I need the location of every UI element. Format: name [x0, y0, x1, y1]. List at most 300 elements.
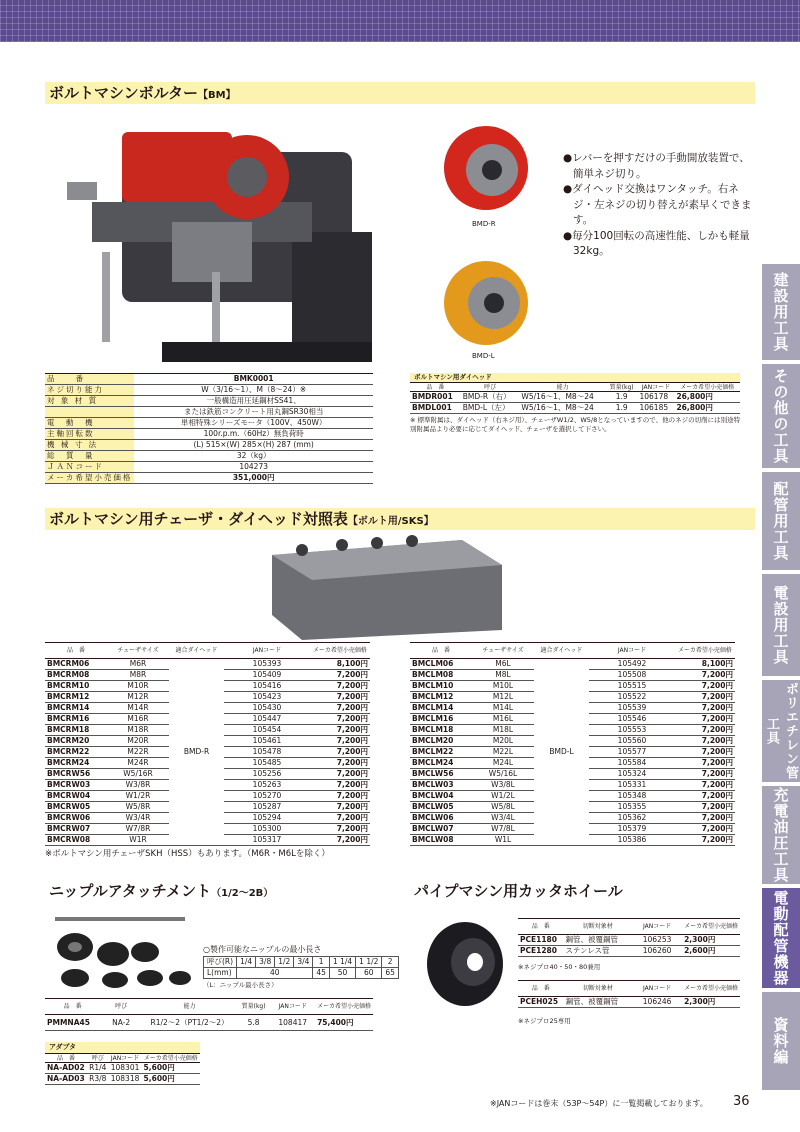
table-cell: BMCRM16: [45, 714, 107, 725]
die-head-table: [410, 382, 740, 414]
adapter-table: [45, 1053, 200, 1085]
sidetab-polyethylene-tools[interactable]: ポリエチレン管工具: [764, 682, 798, 780]
table-cell: 106185: [637, 403, 674, 414]
spec-row: [45, 462, 373, 473]
min-length-note: （L：ニップル最小長さ）: [203, 981, 278, 989]
die-head-r-label: BMD-R: [472, 220, 496, 228]
table-cell: 7,200円: [675, 758, 735, 769]
table-cell: BMCRM20: [45, 736, 107, 747]
table-cell: BMCRM10: [45, 681, 107, 692]
col-header: 品 番: [410, 643, 472, 659]
table-cell: W5/8L: [472, 802, 534, 813]
table-cell: BMCLM10: [410, 681, 472, 692]
col-header: 呼び: [87, 1054, 109, 1063]
table-cell: 7,200円: [675, 780, 735, 791]
table-cell: BMD-L（左）: [461, 403, 520, 414]
feature-bullet: ●レバーを押すだけの手動開放装置で、簡単ネジ切り。: [563, 152, 750, 180]
table-cell: 7,200円: [675, 791, 735, 802]
table-cell: [45, 407, 134, 418]
footer-note: ※JANコードは巻末（53P〜54P）に一覧掲載しております。: [490, 1099, 708, 1108]
table-cell: M16L: [472, 714, 534, 725]
table-cell: M18R: [107, 725, 169, 736]
table-cell: 108301: [109, 1063, 142, 1074]
spec-row: [45, 440, 373, 451]
table-cell: 呼び(R): [204, 957, 237, 968]
table-cell: 105386: [589, 835, 675, 846]
col-header: 呼び: [100, 999, 142, 1015]
sidetab-cordless-hydraulic[interactable]: 充電油圧工具: [762, 786, 800, 884]
table-cell: W1R: [107, 835, 169, 846]
table-cell: 7,200円: [310, 681, 370, 692]
table-cell: 108417: [270, 1015, 315, 1031]
sidetab-other-tools[interactable]: その他の工具: [762, 364, 800, 468]
table-cell: M12L: [472, 692, 534, 703]
table-cell: 105317: [224, 835, 310, 846]
table-cell: W3/4R: [107, 813, 169, 824]
table-cell: 106260: [632, 946, 682, 957]
table-cell: W5/16L: [472, 769, 534, 780]
min-length-title: ○製作可能なニップルの最小長さ: [203, 945, 322, 954]
col-header: 品 番: [518, 981, 564, 997]
table-cell: 1 1/2: [356, 957, 382, 968]
sidetab-construction-tools[interactable]: 建設用工具: [762, 264, 800, 360]
table-cell: BMCRM18: [45, 725, 107, 736]
table-cell: ネジ切り能力: [45, 385, 134, 396]
table-cell: 電 動 機: [45, 418, 134, 429]
table-cell: R1/2〜2（PT1/2〜2）: [142, 1015, 237, 1031]
chaser-note: ※ボルトマシン用チェーザSKH（HSS）もあります。（M6R・M6Lを除く）: [45, 849, 330, 859]
table-cell: 105478: [224, 747, 310, 758]
cutter-table-2: [518, 980, 740, 1008]
col-header: 品 番: [45, 643, 107, 659]
table-cell: M24R: [107, 758, 169, 769]
table-cell: 105416: [224, 681, 310, 692]
table-cell: 7,200円: [310, 780, 370, 791]
table-cell: W7/8R: [107, 824, 169, 835]
table-cell: 105546: [589, 714, 675, 725]
sidetab-reference[interactable]: 資料編: [762, 992, 800, 1090]
table-cell: M22R: [107, 747, 169, 758]
table-cell: 7,200円: [675, 802, 735, 813]
table-cell: M24L: [472, 758, 534, 769]
table-row: [518, 997, 740, 1008]
table-cell: BMCRM08: [45, 670, 107, 681]
table-cell: M8L: [472, 670, 534, 681]
table-cell: W5/16〜1、M8〜24: [519, 403, 605, 414]
table-cell: BMCLM24: [410, 758, 472, 769]
table-cell: BMCLW04: [410, 791, 472, 802]
table-cell: 8,100円: [675, 659, 735, 670]
table-cell: 7,200円: [310, 736, 370, 747]
spec-row: [45, 473, 373, 484]
cutter-wheel-photo: [415, 912, 513, 1012]
table-cell: 105348: [589, 791, 675, 802]
table-cell: 2,300円: [682, 935, 740, 946]
table-cell: 105379: [589, 824, 675, 835]
table-cell: BMCLW03: [410, 780, 472, 791]
table-cell: 主軸回転数: [45, 429, 134, 440]
spec-row: [45, 374, 373, 385]
col-header: メーカ希望小売価格: [142, 1054, 200, 1063]
table-cell: BMCLW56: [410, 769, 472, 780]
table-cell: 7,200円: [675, 736, 735, 747]
col-header: メーカ希望小売価格: [310, 643, 370, 659]
table-cell: 7,200円: [310, 791, 370, 802]
table-cell: 対 象 材 質: [45, 396, 134, 407]
table-cell: W5/16R: [107, 769, 169, 780]
table-row: [410, 392, 740, 403]
table-cell: 5,600円: [142, 1074, 200, 1085]
col-header: メーカ希望小売価格: [675, 643, 735, 659]
table-cell: NA-AD02: [45, 1063, 87, 1074]
table-cell: 7,200円: [675, 692, 735, 703]
table-cell: 106246: [632, 997, 682, 1008]
table-cell: 40: [237, 968, 313, 979]
table-cell: W3/8L: [472, 780, 534, 791]
col-header: 質量(kg): [237, 999, 270, 1015]
table-cell: M18L: [472, 725, 534, 736]
table-cell: 105508: [589, 670, 675, 681]
col-header: チェーザサイズ: [472, 643, 534, 659]
table-cell: 105553: [589, 725, 675, 736]
table-cell: BMCLM06: [410, 659, 472, 670]
table-cell: W1L: [472, 835, 534, 846]
col-header: メーカ希望小売価格: [315, 999, 373, 1015]
sidetab-electrical-tools[interactable]: 電設用工具: [762, 574, 800, 676]
table-cell: M8R: [107, 670, 169, 681]
table-cell: 105485: [224, 758, 310, 769]
table-row: [410, 659, 735, 670]
spec-row: [45, 407, 373, 418]
table-cell: BMCLM20: [410, 736, 472, 747]
table-cell: BMCRW06: [45, 813, 107, 824]
table-cell: PCE1280: [518, 946, 563, 957]
table-cell: W1/2L: [472, 791, 534, 802]
table-cell: BMD-L: [534, 659, 589, 846]
table-cell: M10R: [107, 681, 169, 692]
die-head-table-title: ボルトマシン用ダイヘッド: [410, 373, 740, 382]
feature-bullet: ●ダイヘッド交換はワンタッチ。右ネジ・左ネジの切り替えが素早くできます。: [563, 183, 752, 226]
table-cell: 105263: [224, 780, 310, 791]
cutter-note-1: ※ネジプロ40・50・80兼用: [518, 963, 601, 971]
table-cell: 7,200円: [310, 725, 370, 736]
section-title-cutter: パイプマシン用カッタホイール: [414, 882, 623, 900]
table-cell: BMK0001: [134, 374, 373, 385]
table-cell: BMCRM12: [45, 692, 107, 703]
col-header: 適合ダイヘッド: [169, 643, 224, 659]
table-cell: 105393: [224, 659, 310, 670]
feature-bullets: [563, 151, 761, 260]
table-cell: 7,200円: [675, 769, 735, 780]
table-cell: 105522: [589, 692, 675, 703]
table-cell: 1.9: [606, 403, 638, 414]
table-cell: 7,200円: [310, 824, 370, 835]
table-cell: 105560: [589, 736, 675, 747]
table-cell: 75,400円: [315, 1015, 373, 1031]
table-cell: 105492: [589, 659, 675, 670]
table-cell: R3/8: [87, 1074, 109, 1085]
table-cell: 108318: [109, 1074, 142, 1085]
adapter-title: アダプタ: [45, 1042, 200, 1053]
table-cell: PCE1180: [518, 935, 563, 946]
table-cell: 7,200円: [675, 835, 735, 846]
table-cell: W7/8L: [472, 824, 534, 835]
table-cell: M6L: [472, 659, 534, 670]
col-header: 品 番: [410, 383, 461, 392]
spec-row: [45, 396, 373, 407]
spec-row: [45, 429, 373, 440]
table-cell: 26,800円: [674, 403, 740, 414]
col-header: JANコード: [632, 919, 682, 935]
col-header: JANコード: [224, 643, 310, 659]
table-cell: L(mm): [204, 968, 237, 979]
table-cell: NA-2: [100, 1015, 142, 1031]
table-cell: BMD-R（右）: [461, 392, 520, 403]
col-header: メーカ希望小売価格: [682, 919, 740, 935]
table-cell: BMCLW05: [410, 802, 472, 813]
table-cell: 7,200円: [675, 714, 735, 725]
table-cell: BMCRW05: [45, 802, 107, 813]
table-row: [518, 946, 740, 957]
table-cell: 7,200円: [310, 802, 370, 813]
die-head-r-photo: [440, 120, 532, 215]
spec-row: [45, 418, 373, 429]
table-cell: ステンレス管: [563, 946, 632, 957]
table-row: [45, 1074, 200, 1085]
table-cell: M22L: [472, 747, 534, 758]
spec-table: [45, 373, 373, 484]
section-title-bolter: ボルトマシンボルター【BM】: [45, 82, 755, 104]
table-cell: 105577: [589, 747, 675, 758]
table-cell: PCEH025: [518, 997, 564, 1008]
table-cell: 3/4: [294, 957, 313, 968]
table-cell: BMDR001: [410, 392, 461, 403]
table-cell: 50: [329, 968, 355, 979]
table-cell: BMCLM08: [410, 670, 472, 681]
table-cell: 105362: [589, 813, 675, 824]
table-cell: 1/4: [237, 957, 256, 968]
table-cell: BMCLM14: [410, 703, 472, 714]
page-number: 36: [733, 1094, 750, 1109]
col-header: 品 番: [518, 919, 563, 935]
table-cell: 105270: [224, 791, 310, 802]
table-cell: M10L: [472, 681, 534, 692]
table-cell: M14R: [107, 703, 169, 714]
table-cell: 鋼管、被覆鋼管: [564, 997, 633, 1008]
table-cell: 351,000円: [134, 473, 373, 484]
table-cell: 2: [382, 957, 399, 968]
table-cell: 7,200円: [310, 747, 370, 758]
table-cell: 7,200円: [310, 813, 370, 824]
table-cell: 7,200円: [310, 769, 370, 780]
table-cell: 105256: [224, 769, 310, 780]
table-cell: 65: [382, 968, 399, 979]
table-cell: 7,200円: [310, 692, 370, 703]
table-cell: 104273: [134, 462, 373, 473]
table-cell: 105355: [589, 802, 675, 813]
feature-bullet: ●毎分100回転の高速性能、しかも軽量 32kg。: [563, 229, 761, 257]
table-cell: 2,300円: [682, 997, 740, 1008]
table-cell: 2,600円: [682, 946, 740, 957]
table-cell: 7,200円: [675, 813, 735, 824]
col-header: 能力: [142, 999, 237, 1015]
table-cell: 5,600円: [142, 1063, 200, 1074]
table-cell: BMCRM06: [45, 659, 107, 670]
table-cell: 105331: [589, 780, 675, 791]
table-cell: ＪＡＮコード: [45, 462, 134, 473]
col-header: 切断対象材: [564, 981, 633, 997]
col-header: JANコード: [589, 643, 675, 659]
table-cell: 26,800円: [674, 392, 740, 403]
table-cell: 7,200円: [675, 670, 735, 681]
col-header: JANコード: [632, 981, 682, 997]
min-length-table: [203, 956, 399, 979]
table-cell: PMMNA45: [45, 1015, 100, 1031]
table-row: [410, 403, 740, 414]
col-header: メーカ希望小売価格: [682, 981, 740, 997]
table-cell: 60: [356, 968, 382, 979]
table-cell: 105515: [589, 681, 675, 692]
table-cell: NA-AD03: [45, 1074, 87, 1085]
table-cell: 105461: [224, 736, 310, 747]
nipple-attachment-photo: [45, 912, 193, 992]
bolt-machine-photo: [62, 112, 382, 370]
table-cell: R1/4: [87, 1063, 109, 1074]
col-header: 適合ダイヘッド: [534, 643, 589, 659]
table-cell: 105324: [589, 769, 675, 780]
table-cell: M12R: [107, 692, 169, 703]
table-cell: M16R: [107, 714, 169, 725]
table-cell: 7,200円: [675, 824, 735, 835]
table-cell: 8,100円: [310, 659, 370, 670]
die-head-note: ※ 標準附属は、ダイヘッド（右ネジ用）、チェーザW1/2、W5/8となっていますので、他のネジの切削には別途特別附属品より必要に応じてダイヘッド、チェーザを選択して下さい。: [410, 416, 741, 433]
cutter-note-2: ※ネジプロ25専用: [518, 1017, 571, 1025]
table-cell: 1/2: [275, 957, 294, 968]
table-cell: 7,200円: [310, 758, 370, 769]
sidetab-piping-tools[interactable]: 配管用工具: [762, 472, 800, 570]
table-cell: BMCLW08: [410, 835, 472, 846]
nipple-table: [45, 998, 373, 1031]
table-cell: 105430: [224, 703, 310, 714]
table-cell: M14L: [472, 703, 534, 714]
table-cell: BMCRW56: [45, 769, 107, 780]
table-cell: 7,200円: [675, 725, 735, 736]
table-cell: 品 番: [45, 374, 134, 385]
spec-row: [45, 451, 373, 462]
col-header: 質量(kg): [606, 383, 638, 392]
table-cell: 機 械 寸 法: [45, 440, 134, 451]
table-cell: 106178: [637, 392, 674, 403]
table-cell: W（3/16〜1）、M（8〜24）※: [134, 385, 373, 396]
chaser-table-left-hand: [410, 642, 735, 846]
sidetab-power-piping-machines[interactable]: 電動配管機器: [762, 888, 800, 988]
section-title-chaser: ボルトマシン用チェーザ・ダイヘッド対照表【ボルト用/SKS】: [45, 508, 755, 530]
table-cell: 105539: [589, 703, 675, 714]
table-cell: 1: [313, 957, 330, 968]
table-cell: (L) 515×(W) 285×(H) 287 (mm): [134, 440, 373, 451]
table-cell: M6R: [107, 659, 169, 670]
top-band: [0, 0, 800, 42]
table-cell: W3/4L: [472, 813, 534, 824]
table-row: [45, 659, 370, 670]
col-header: メーカ希望小売価格: [674, 383, 740, 392]
table-cell: BMCRM14: [45, 703, 107, 714]
col-header: JANコード: [109, 1054, 142, 1063]
table-cell: BMCLW07: [410, 824, 472, 835]
table-cell: BMCRM22: [45, 747, 107, 758]
col-header: 呼び: [461, 383, 520, 392]
die-head-l-label: BMD-L: [472, 352, 495, 360]
table-cell: W1/2R: [107, 791, 169, 802]
col-header: 品 番: [45, 999, 100, 1015]
table-cell: 7,200円: [310, 835, 370, 846]
table-cell: 総 質 量: [45, 451, 134, 462]
col-header: 品 番: [45, 1054, 87, 1063]
table-cell: 32（kg）: [134, 451, 373, 462]
table-row: [518, 935, 740, 946]
table-cell: BMCLM22: [410, 747, 472, 758]
cutter-table-1: [518, 918, 740, 957]
table-cell: 7,200円: [310, 703, 370, 714]
table-cell: 106253: [632, 935, 682, 946]
col-header: チェーザサイズ: [107, 643, 169, 659]
table-cell: 100r.p.m.（60Hz）無負荷時: [134, 429, 373, 440]
table-cell: 7,200円: [675, 681, 735, 692]
die-head-l-photo: [440, 255, 532, 350]
table-cell: 105300: [224, 824, 310, 835]
table-cell: BMD-R: [169, 659, 224, 846]
col-header: 切断対象材: [563, 919, 632, 935]
table-cell: 1.9: [606, 392, 638, 403]
table-cell: 105294: [224, 813, 310, 824]
table-cell: BMCLW06: [410, 813, 472, 824]
chaser-table-right-hand: [45, 642, 370, 846]
table-cell: 3/8: [256, 957, 275, 968]
col-header: JANコード: [270, 999, 315, 1015]
table-cell: W5/8R: [107, 802, 169, 813]
table-cell: BMCLM12: [410, 692, 472, 703]
table-cell: 45: [313, 968, 330, 979]
table-cell: BMCLM18: [410, 725, 472, 736]
chaser-photo: [262, 535, 532, 645]
table-cell: BMDL001: [410, 403, 461, 414]
table-cell: 105409: [224, 670, 310, 681]
table-cell: 7,200円: [310, 714, 370, 725]
spec-row: [45, 385, 373, 396]
table-cell: 7,200円: [675, 747, 735, 758]
table-cell: 鋼管、被覆鋼管: [563, 935, 632, 946]
col-header: JANコード: [637, 383, 674, 392]
table-cell: BMCRW08: [45, 835, 107, 846]
table-cell: 105447: [224, 714, 310, 725]
table-cell: 105454: [224, 725, 310, 736]
table-cell: BMCLM16: [410, 714, 472, 725]
table-cell: 105423: [224, 692, 310, 703]
table-cell: BMCRW04: [45, 791, 107, 802]
table-row: [45, 1063, 200, 1074]
col-header: 能力: [519, 383, 605, 392]
table-cell: W3/8R: [107, 780, 169, 791]
table-cell: 105584: [589, 758, 675, 769]
table-cell: メーカ希望小売価格: [47, 473, 133, 482]
table-cell: M20R: [107, 736, 169, 747]
table-cell: 単相特殊シリーズモータ（100V、450W）: [134, 418, 373, 429]
table-cell: または鉄筋コンクリート用丸鋼SR30相当: [134, 407, 373, 418]
table-cell: 5.8: [237, 1015, 270, 1031]
table-cell: 105287: [224, 802, 310, 813]
table-cell: M20L: [472, 736, 534, 747]
table-cell: BMCRM24: [45, 758, 107, 769]
